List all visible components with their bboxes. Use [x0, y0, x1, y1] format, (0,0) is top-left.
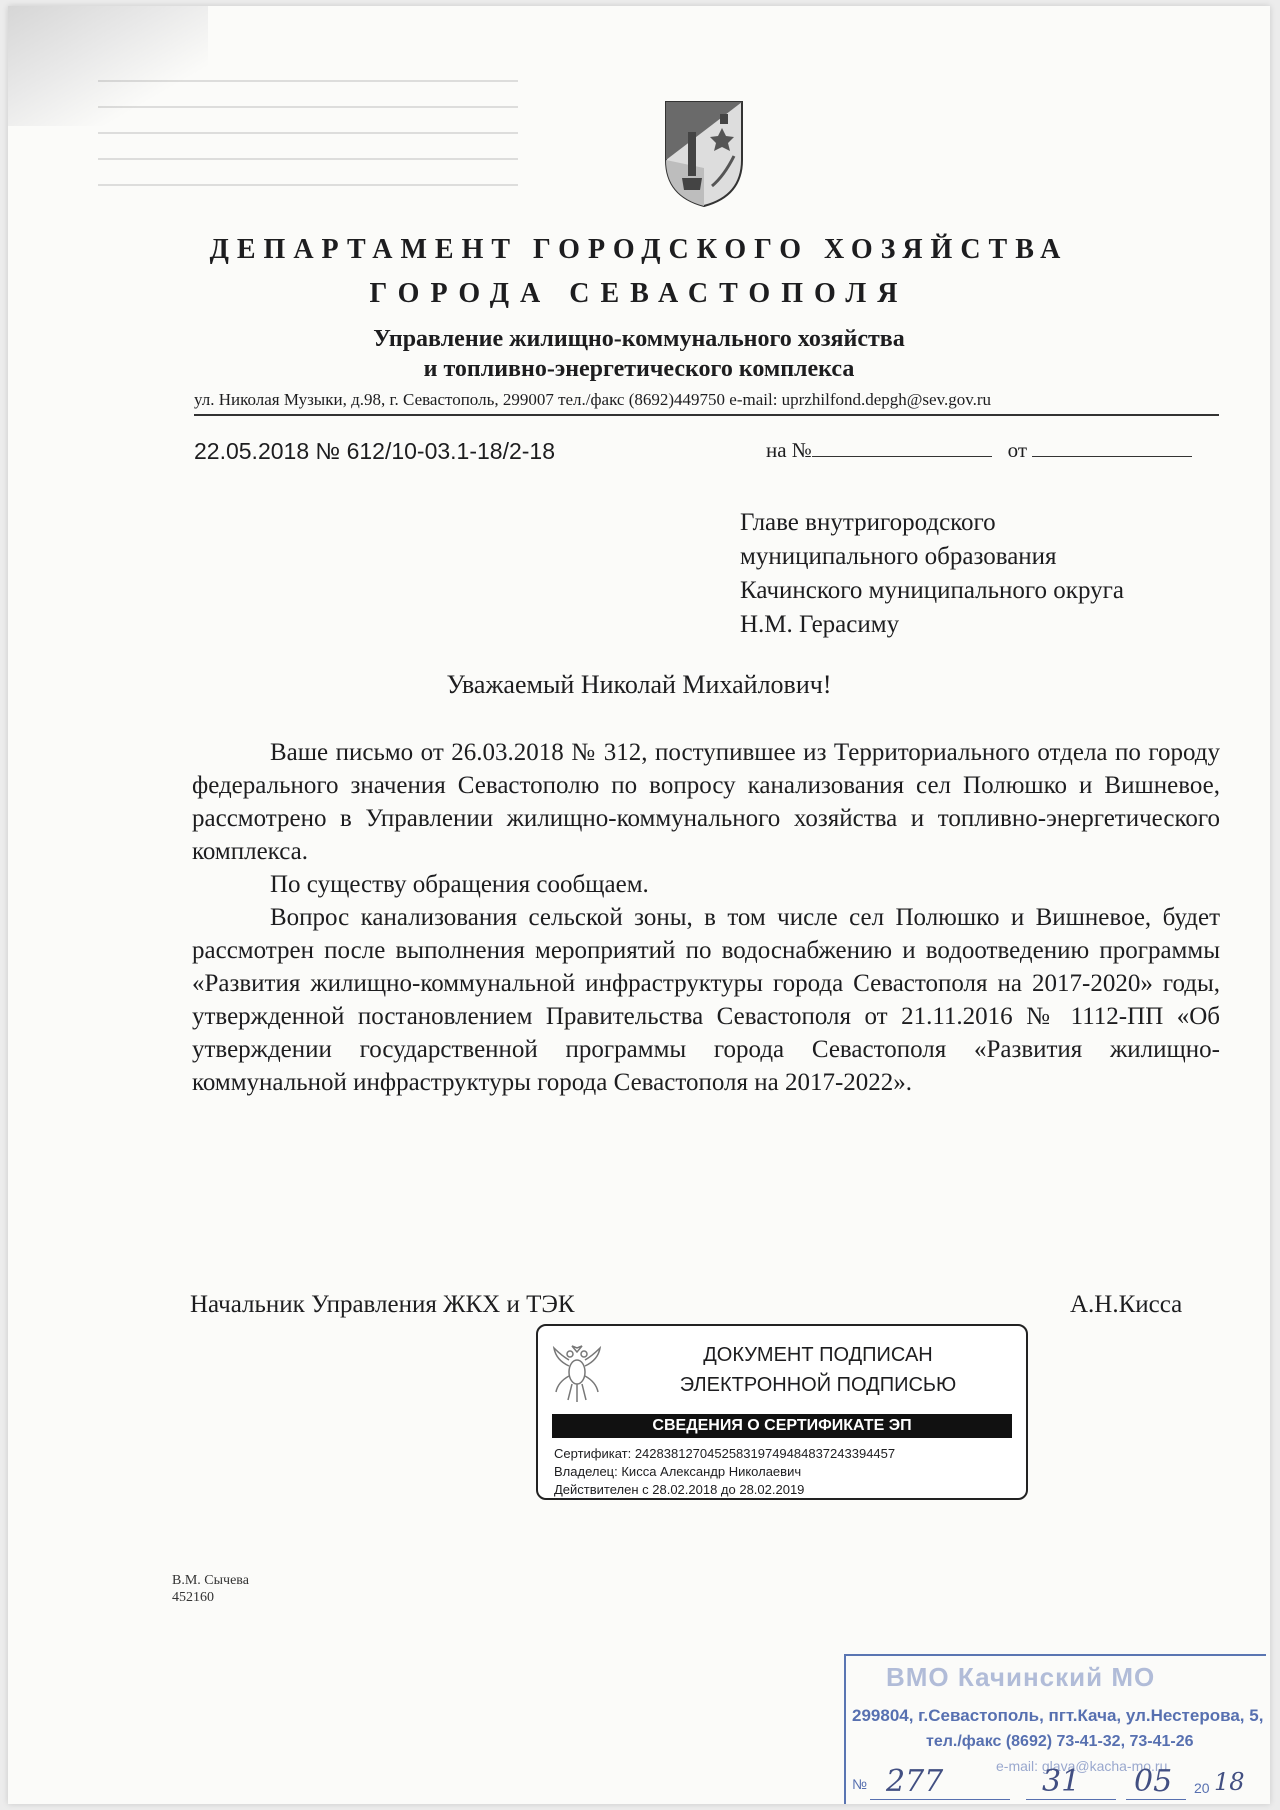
stamp-handwritten-month: 05	[1134, 1764, 1173, 1799]
unit-title-line2: и топливно-энергетического комплекса	[423, 356, 855, 382]
outgoing-registration-number: 22.05.2018 № 612/10-03.1-18/2-18	[194, 438, 556, 464]
recipient-line: Главе внутригородского	[740, 509, 996, 536]
stamp-number-line	[870, 1799, 1010, 1800]
stamp-number-label: №	[852, 1776, 868, 1792]
reply-number-label: на №	[766, 438, 812, 462]
esig-certificate-bar: СВЕДЕНИЯ О СЕРТИФИКАТЕ ЭП	[552, 1414, 1012, 1438]
electronic-signature-stamp	[536, 1324, 1028, 1500]
reply-date-label: от	[1007, 438, 1028, 462]
signer-name: А.Н.Кисса	[1070, 1291, 1183, 1318]
recipient-line: Н.М. Герасиму	[740, 611, 900, 638]
stamp-month-line	[1126, 1799, 1186, 1800]
letterhead-address: ул. Николая Музыки, д.98, г. Севастополь, 299007 тел./факс (8692)449750 e-mail: uprzhilfond.depgh@sev.gov.ru	[194, 390, 1219, 416]
salutation: Уважаемый Николай Михайлович!	[446, 670, 832, 699]
unit-title-line1: Управление жилищно-коммунального хозяйства	[373, 326, 905, 352]
stamp-handwritten-year: 18	[1214, 1768, 1245, 1796]
letter-body	[192, 736, 1220, 1099]
stamp-handwritten-day: 31	[1042, 1764, 1081, 1799]
sevastopol-coat-of-arms-icon	[662, 98, 746, 210]
executor-name: В.М. Сычева	[172, 1573, 249, 1588]
stamp-phone: тел./факс (8692) 73-41-32, 73-41-26	[926, 1733, 1194, 1750]
document-page	[8, 6, 1270, 1804]
reply-reference	[766, 438, 1192, 463]
incoming-registration-stamp	[844, 1654, 1266, 1804]
reply-number-blank	[812, 438, 992, 457]
body-paragraph: Ваше письмо от 26.03.2018 № 312, поступившее из Территориального отдела по городу федерального значения Севастополю по вопросу канализования сел Полюшко и Вишневое, рассмотрено в Управлении жилищно-коммунального хозяйства и топливно-энергетического комплекса.	[192, 739, 1220, 865]
esig-heading-line2: ЭЛЕКТРОННОЙ ПОДПИСЬЮ	[679, 1374, 957, 1396]
body-paragraph: Вопрос канализования сельской зоны, в том числе сел Полюшко и Вишневое, будет рассмотрен после выполнения мероприятий по водоснабжению и водоотведению программы «Развития жилищно-коммунальной инфраструктуры города Севастополя на 2017-2020» годы, утвержденной постановлением Правительства Севастополя от 21.11.2016 № 1112-ПП «Об утверждении государственной программы города Севастополя «Развития жилищно-коммунальной инфраструктуры города Севастополя на 2017-2022».	[192, 904, 1220, 1096]
esig-validity: Действителен с 28.02.2018 до 28.02.2019	[554, 1482, 805, 1497]
russian-eagle-icon	[552, 1342, 602, 1406]
stamp-handwritten-number: 277	[886, 1764, 944, 1799]
stamp-address: 299804, г.Севастополь, пгт.Кача, ул.Нестерова, 5,	[852, 1706, 1264, 1725]
executor-phone: 452160	[172, 1590, 214, 1605]
recipient-block	[740, 506, 1124, 642]
body-paragraph: По существу обращения сообщаем.	[270, 871, 649, 898]
recipient-line: муниципального образования	[740, 543, 1057, 570]
executor-info	[172, 1572, 249, 1606]
stamp-email: e-mail: glava@kacha-mo.ru	[996, 1758, 1168, 1774]
stamp-year-prefix: 20	[1194, 1780, 1210, 1796]
stamp-organization: ВМО Качинский МО	[886, 1662, 1156, 1692]
signer-position: Начальник Управления ЖКХ и ТЭК	[190, 1291, 575, 1318]
department-title: ДЕПАРТАМЕНТ ГОРОДСКОГО ХОЗЯЙСТВА	[209, 234, 1069, 265]
reply-date-blank	[1032, 438, 1192, 457]
recipient-line: Качинского муниципального округа	[740, 577, 1124, 604]
esig-heading-line1: ДОКУМЕНТ ПОДПИСАН	[703, 1344, 933, 1366]
stamp-day-line	[1026, 1799, 1116, 1800]
esig-certificate-number: Сертификат: 242838127045258319749484837243394457	[554, 1446, 896, 1461]
department-city: ГОРОДА СЕВАСТОПОЛЯ	[369, 278, 909, 309]
esig-owner: Владелец: Кисса Александр Николаевич	[554, 1464, 802, 1479]
bleed-through-shadow	[98, 76, 518, 206]
